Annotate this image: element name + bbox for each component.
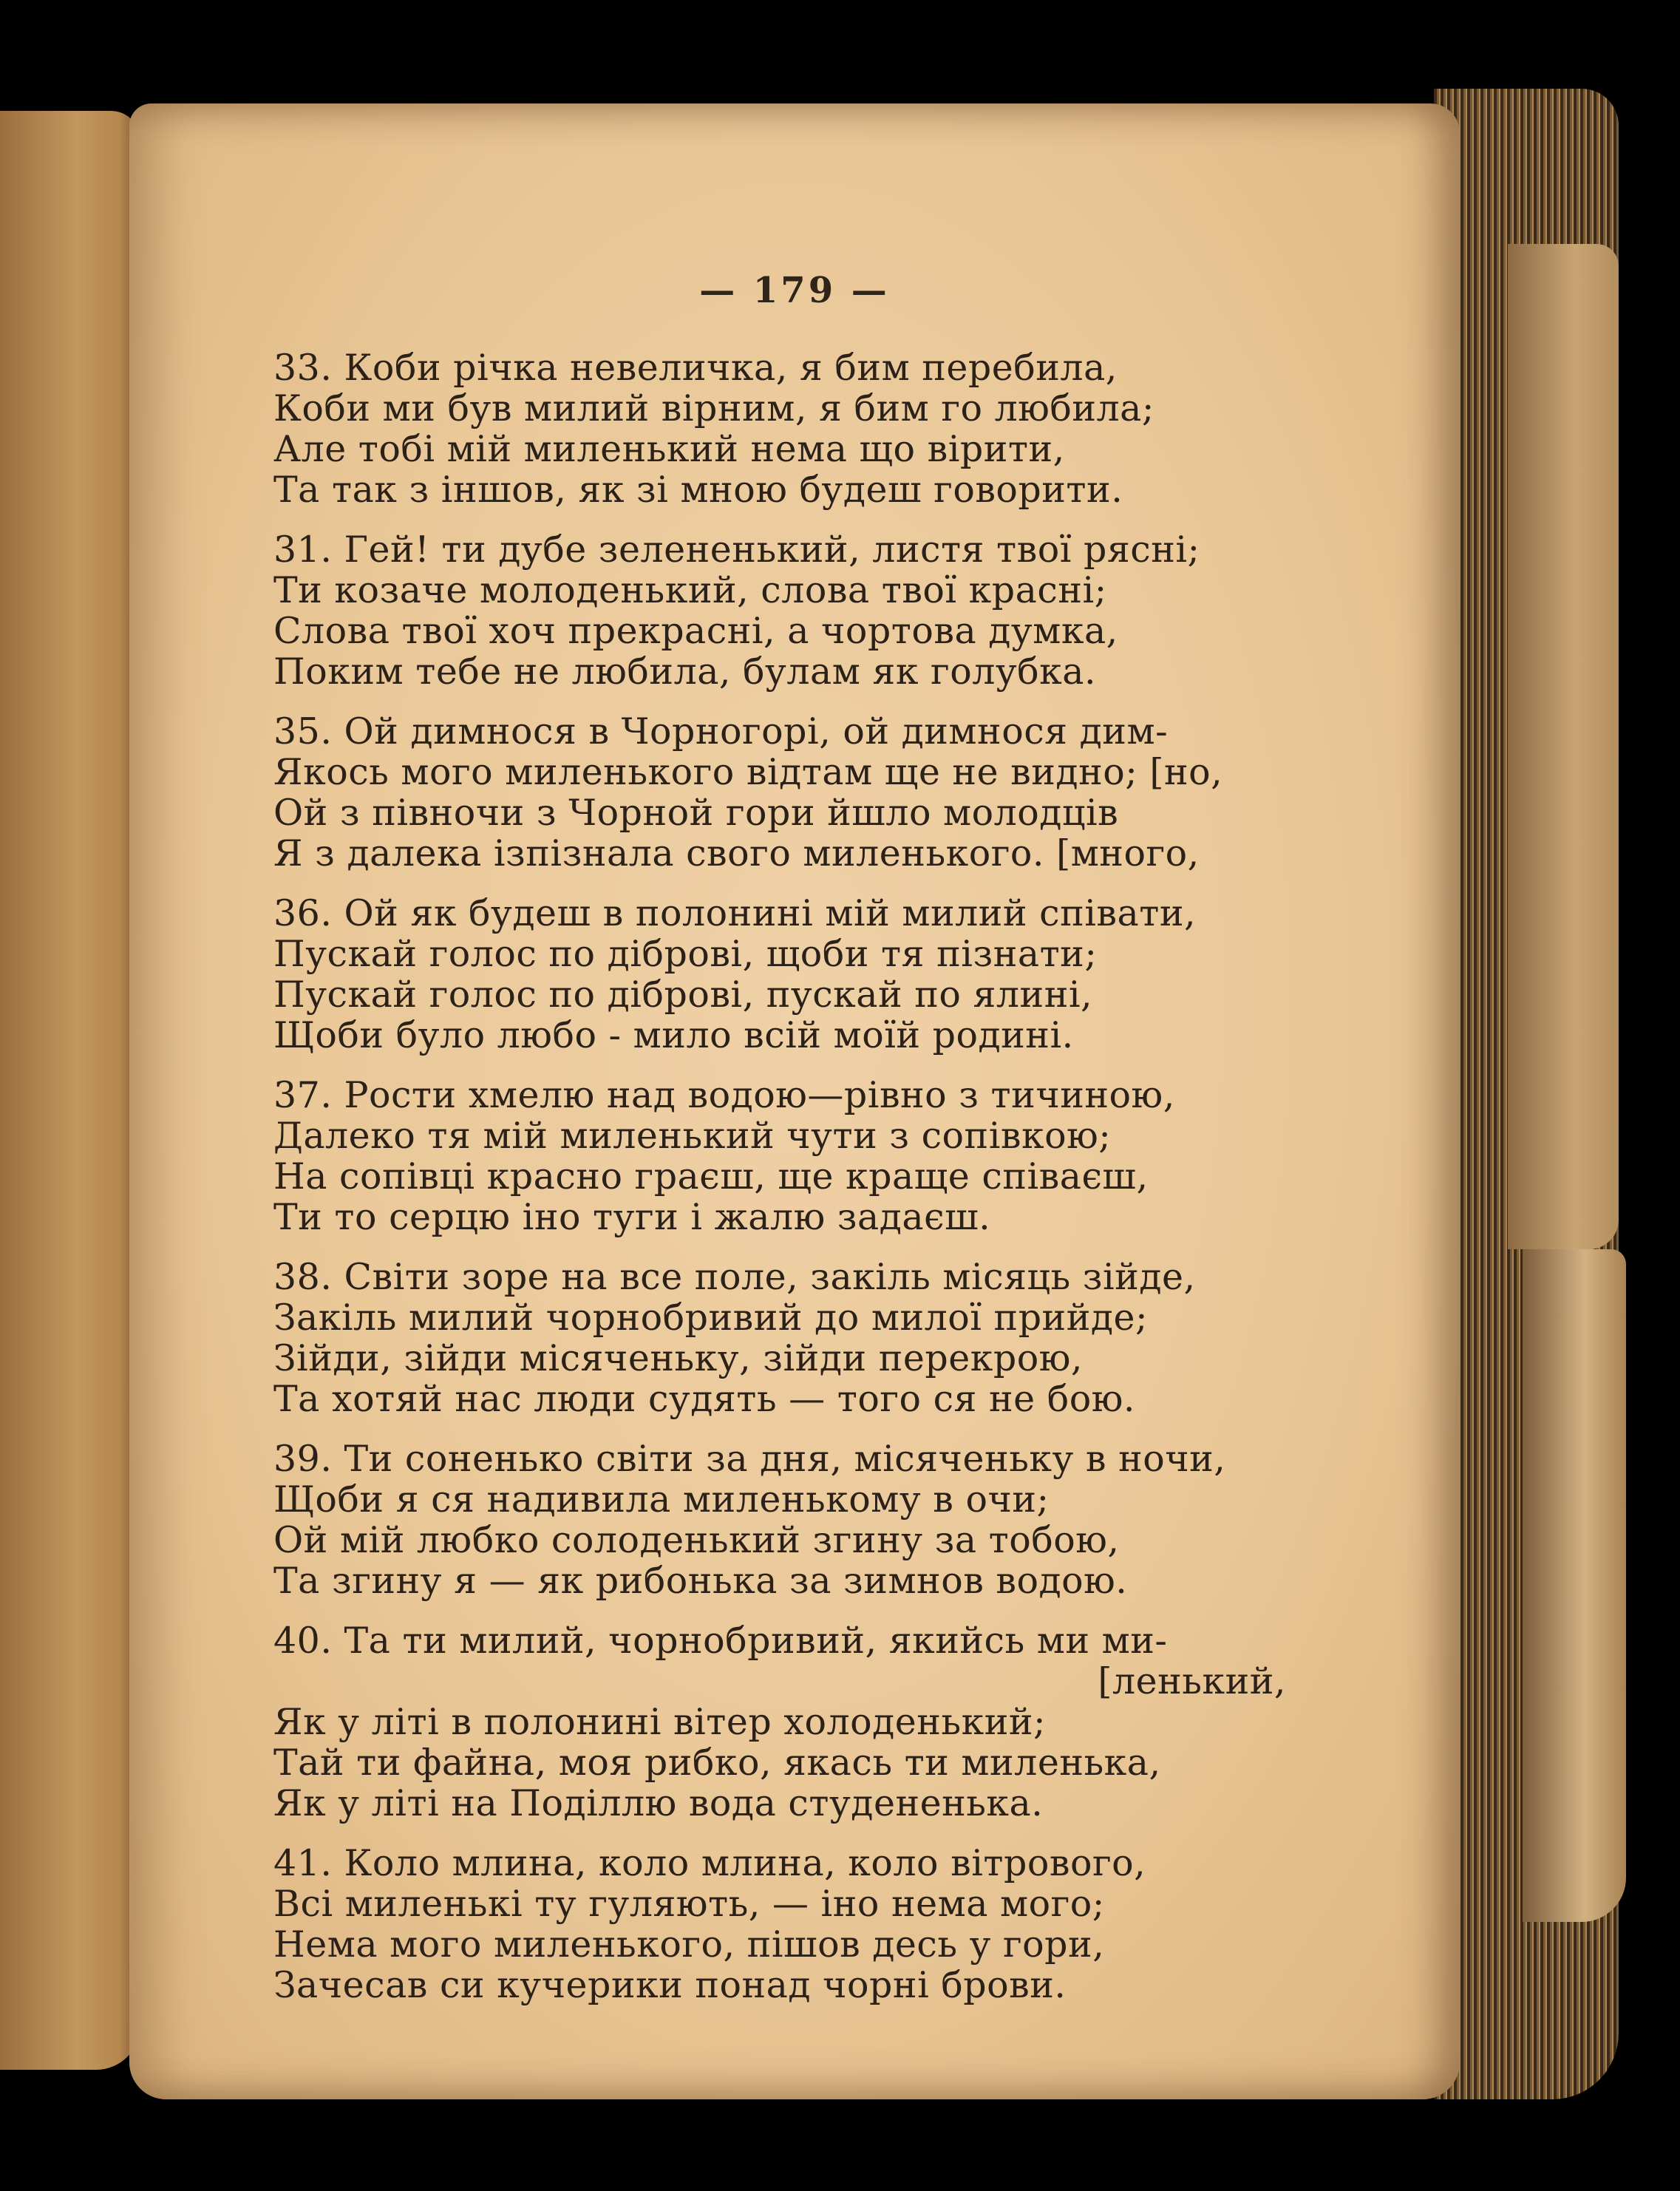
poem-line: Ой мій любко солоденький згину за тобою, [273,1519,1120,1561]
poem-line: 36. Ой як будеш в полонині мій милий співати, [273,892,1197,934]
poem-line: Я з далека ізпізнала свого миленького. [много, [273,832,1200,874]
poem-line: 38. Світи зоре на все поле, закіль місяць зійде, [273,1256,1196,1298]
poem-line: 37. Рости хмелю над водою—рівно з тичиною, [273,1074,1175,1116]
stanza-35 [273,711,1293,874]
stanza-40 [273,1620,1293,1824]
poem-line: Ти козаче молоденький, слова твої красні; [273,569,1107,611]
poem-line: На сопівці красно граєш, ще краще співаєш, [273,1155,1149,1198]
poem-line: Закіль милий чорнобривий до милої прийде; [273,1297,1149,1339]
poem-line: Щоби було любо - мило всій моїй родині. [273,1014,1074,1056]
poem-line: 41. Коло млина, коло млина, коло вітрового, [273,1842,1146,1884]
poem-line: Та хотяй нас люди судять — того ся не бою. [273,1378,1135,1420]
poem-line: Щоби я ся надивила миленькому в очи; [273,1478,1050,1521]
poem-line: 39. Ти соненько світи за дня, місяченьку в ночи, [273,1438,1226,1480]
poem-line: Як у літі в полонині вітер холоденький; [273,1701,1047,1743]
poem-line: Поким тебе не любила, булам як голубка. [273,650,1097,693]
poem-line: Як у літі на Поділлю вода студененька. [273,1782,1044,1824]
worn-page-flap [1508,244,1619,1249]
poem-line: Коби ми був милий вірним, я бим го любила; [273,387,1154,429]
poem-line-continuation: [ленький, [1098,1660,1286,1702]
stanza-31 [273,529,1293,692]
poem-line: Зачесав си кучерики понад чорні брови. [273,1964,1067,2006]
stanza-36 [273,893,1293,1056]
page-number: — 179 — [699,270,890,311]
stanza-37 [273,1075,1293,1237]
poem-line: Та згину я — як рибонька за зимнов водою. [273,1560,1128,1602]
poem-line: 35. Ой димнося в Чорногорі, ой димнося дим- [273,710,1169,753]
poem-text [273,347,1293,2025]
stanza-38 [273,1257,1293,1419]
poem-line: Далеко тя мій миленький чути з сопівкою; [273,1115,1112,1157]
poem-line: Нема мого миленького, пішов десь у гори, [273,1923,1105,1966]
poem-line: Всі миленькі ту гуляють, — іно нема мого; [273,1883,1105,1925]
poem-line: 31. Гей! ти дубе зелененький, листя твої рясні; [273,529,1200,571]
poem-line: Пускай голос по діброві, щоби тя пізнати; [273,933,1098,975]
stanza-41 [273,1843,1293,2005]
poem-line: Та так з іншов, як зі мною будеш говорити. [273,469,1123,511]
worn-page-flap-lower [1523,1249,1626,1922]
poem-line: Зійди, зійди місяченьку, зійди перекрою, [273,1337,1083,1379]
poem-line: Пускай голос по діброві, пускай по ялині, [273,974,1093,1016]
poem-line: Ой з півночи з Чорной гори йшло молодців [273,792,1119,834]
poem-line: Слова твої хоч прекрасні, а чортова думка, [273,610,1118,652]
stanza-33 [273,347,1293,510]
poem-line: 40. Та ти милий, чорнобривий, якийсь ми ми- [273,1620,1168,1662]
poem-line: 33. Коби річка невеличка, я бим перебила, [273,347,1118,389]
poem-line: Але тобі мій миленький нема що вірити, [273,428,1065,470]
poem-line: Якось мого миленького відтам ще не видно; [но, [273,751,1223,793]
poem-line: Тай ти файна, моя рибко, якась ти миленька, [273,1742,1161,1784]
stanza-39 [273,1438,1293,1601]
left-page-edge [0,111,140,2070]
poem-line: Ти то серцю іно туги і жалю задаєш. [273,1196,991,1238]
